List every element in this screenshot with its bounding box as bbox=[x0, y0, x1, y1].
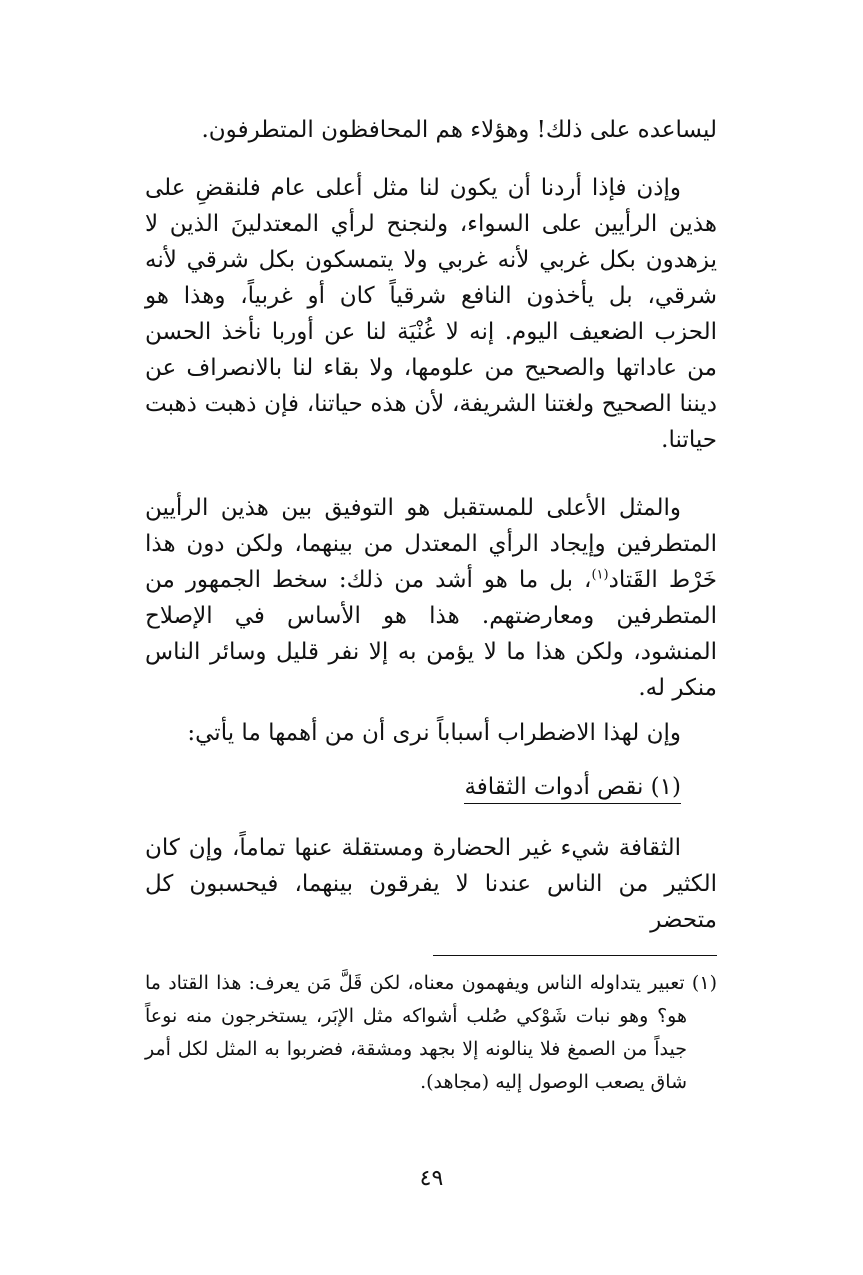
section-heading-text: (١) نقص أدوات الثقافة bbox=[464, 774, 681, 804]
paragraph-ideal-text-start: والمثل الأعلى للمستقبل هو التوفيق بين هذين الرأيين المتطرفين وإيجاد الرأي المعتدل من بينهما، ولكن دون هذا خَرْط القَتاد bbox=[145, 495, 717, 593]
paragraph-ideal bbox=[145, 490, 717, 706]
section-heading bbox=[464, 769, 717, 805]
paragraph-causes-intro: وإن لهذا الاضطراب أسباباً نرى أن من أهمها ما يأتي: bbox=[187, 720, 681, 746]
page-number: ٤٩ bbox=[419, 1166, 444, 1191]
footnote: (١) تعبير يتداوله الناس ويفهمون معناه، لكن قَلَّ مَن يعرف: هذا القتاد ما هو؟ وهو نبات شَوْكي صُلب أشواكه مثل الإبَر، يستخرجون منه نوعاً جيداً من الصمغ فلا ينالونه إلا بجهد ومشقة، فضربوا به المثل لكل أمر شاق يصعب الوصول إليه (مجاهد). bbox=[145, 972, 717, 1093]
paragraph-ideal-text-end: ، بل ما هو أشد من ذلك: سخط الجمهور من المتطرفين ومعارضتهم. هذا هو الأساس في الإصلاح المنشود، ولكن هذا ما لا يؤمن به إلا نفر قليل وسائر الناس منكر له. bbox=[145, 567, 717, 701]
paragraph-conservatives: ليساعده على ذلك! وهؤلاء هم المحافظون المتطرفون. bbox=[201, 117, 717, 143]
footnote-reference-mark: (١) bbox=[591, 567, 609, 583]
footnote-divider bbox=[433, 955, 717, 956]
paragraph-moderates: وإذن فإذا أردنا أن يكون لنا مثل أعلى عام فلنقضِ على هذين الرأيين على السواء، ولنجنح لرأي المعتدلينَ الذين لا يزهدون بكل غربي لأنه غربي ولا يتمسكون بكل شرقي لأنه شرقي، بل يأخذون النافع شرقياً كان أو غربياً، وهذا هو الحزب الضعيف اليوم. إنه لا غُنْيَة لنا عن أوربا نأخذ الحسن من عاداتها والصحيح من علومها، ولا بقاء لنا بالانصراف عن ديننا الصحيح ولغتنا الشريفة، لأن هذه حياتنا، فإن ذهبت ذهبت حياتنا. bbox=[145, 175, 717, 453]
paragraph-culture: الثقافة شيء غير الحضارة ومستقلة عنها تماماً، وإن كان الكثير من الناس عندنا لا يفرقون بينهما، فيحسبون كل متحضر bbox=[145, 835, 717, 933]
